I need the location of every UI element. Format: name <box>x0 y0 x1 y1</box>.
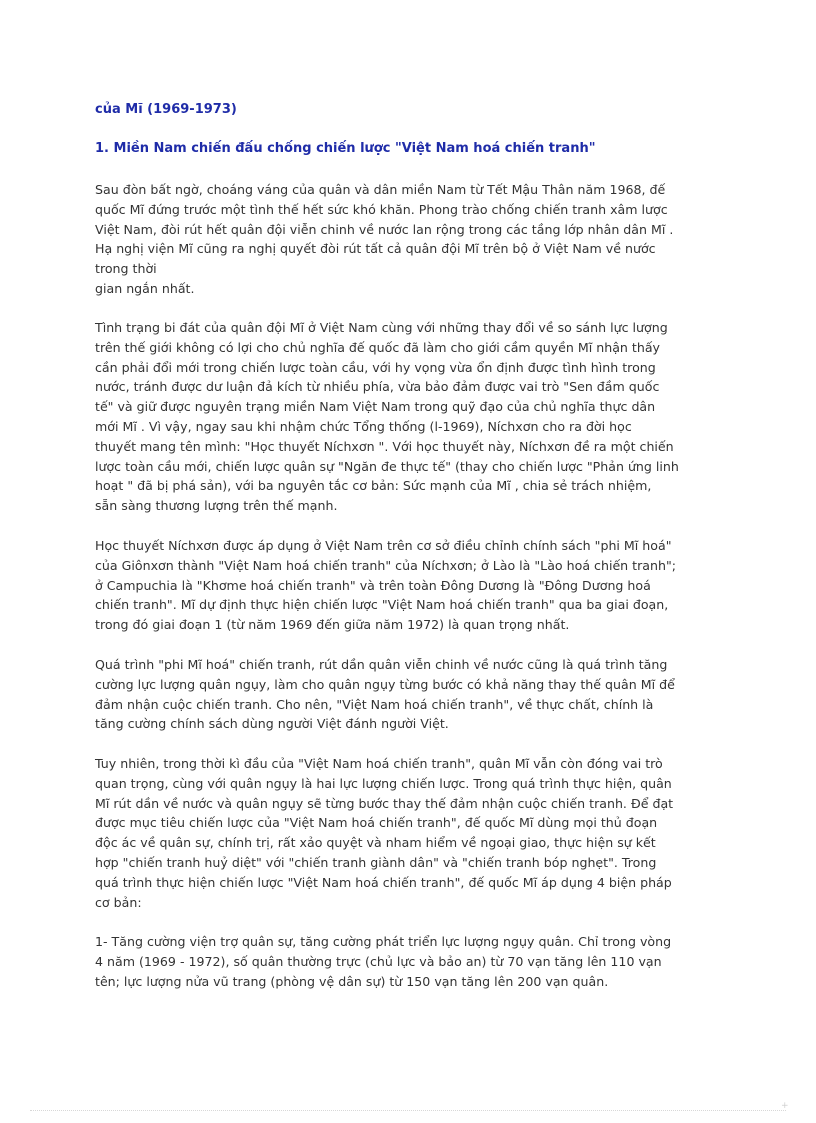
text-line: Tình trạng bi đát của quân đội Mĩ ở Việt Nam cùng với những thay đổi về so sánh lực lượng <box>95 320 668 335</box>
text-line: quá trình thực hiện chiến lược "Việt Nam hoá chiến tranh", đế quốc Mĩ áp dụng 4 biện pháp <box>95 874 672 890</box>
text-line: Tuy nhiên, trong thời kì đầu của "Việt Nam hoá chiến tranh", quân Mĩ vẫn còn đóng vai trò <box>95 756 663 771</box>
text-line: Mĩ rút dần về nước và quân ngụy sẽ từng bước thay thế đảm nhận cuộc chiến tranh. Để đạt <box>95 795 674 811</box>
text-line: tế" và giữ được nguyên trạng miền Nam Việt Nam trong quỹ đạo của chủ nghĩa thực dân <box>95 399 656 415</box>
text-line: tăng cường chính sách dùng người Việt đánh người Việt. <box>95 716 449 732</box>
text-line: ở Campuchia là "Khơme hoá chiến tranh" và trên toàn Đông Dương là "Đông Dương hoá <box>95 577 651 593</box>
text-line: Việt Nam, đòi rút hết quân đội viễn chinh về nước lan rộng trong các tầng lớp nhân dân Mĩ . <box>95 221 674 237</box>
text-line: hợp "chiến tranh huỷ diệt" với "chiến tranh giành dân" và "chiến tranh bóp nghẹt". Trong <box>95 854 657 870</box>
text-line: đảm nhận cuộc chiến tranh. Cho nên, "Việt Nam hoá chiến tranh", về thực chất, chính là <box>95 696 654 712</box>
text-line: được mục tiêu chiến lược của "Việt Nam hoá chiến tranh", đế quốc Mĩ dùng mọi thủ đoạn <box>95 815 658 831</box>
text-line: Sau đòn bất ngờ, choáng váng của quân và dân miền Nam từ Tết Mậu Thân năm 1968, đế <box>95 182 666 197</box>
paragraph-2 <box>95 318 725 516</box>
text-line: mới Mĩ . Vì vậy, ngay sau khi nhậm chức Tổng thống (l-1969), Níchxơn cho ra đời học <box>95 418 632 434</box>
text-line: trong đó giai đoạn 1 (từ năm 1969 đến giữa năm 1972) là quan trọng nhất. <box>95 617 570 633</box>
paragraph-1 <box>95 180 725 299</box>
text-line: lược toàn cầu mới, chiến lược quân sự "Ngăn đe thực tế" (thay cho chiến lược "Phản ứng linh <box>95 458 679 474</box>
text-line: nước, tránh được dư luận đả kích từ nhiều phía, vừa bảo đảm được vai trò "Sen đầm quốc <box>95 379 660 395</box>
text-line: độc ác về quân sự, chính trị, rất xảo quyệt và nham hiểm về ngoại giao, thực hiện sự kết <box>95 835 656 851</box>
paragraph-3 <box>95 536 725 635</box>
paragraph-6 <box>95 932 725 991</box>
text-line: sẵn sàng thương lượng trên thế mạnh. <box>95 498 338 514</box>
text-line: Học thuyết Níchxơn được áp dụng ở Việt Nam trên cơ sở điều chỉnh chính sách "phi Mĩ hoá" <box>95 538 672 553</box>
text-line: Hạ nghị viện Mĩ cũng ra nghị quyết đòi rút tất cả quân đội Mĩ trên bộ ở Việt Nam về nước <box>95 241 656 257</box>
text-line: quốc Mĩ đứng trước một tình thế hết sức khó khăn. Phong trào chống chiến tranh xâm lược <box>95 201 668 217</box>
footer-divider <box>30 1110 786 1111</box>
text-line: hoạt " đã bị phá sản), với ba nguyên tắc cơ bản: Sức mạnh của Mĩ , chia sẻ trách nhiệm, <box>95 478 652 494</box>
text-line: Quá trình "phi Mĩ hoá" chiến tranh, rút dần quân viễn chinh về nước cũng là quá trình tăng <box>95 657 668 672</box>
text-line: thuyết mang tên mình: "Học thuyết Níchxơn ". Với học thuyết này, Níchxơn đề ra một chiến <box>95 438 674 454</box>
page-corner-marker-icon: + <box>781 1101 789 1111</box>
text-line: trên thế giới không có lợi cho chủ nghĩa đế quốc đã làm cho giới cầm quyền Mĩ nhận thấy <box>95 339 660 355</box>
text-line: chiến tranh". Mĩ dự định thực hiện chiến lược "Việt Nam hoá chiến tranh" qua ba giai đoạn, <box>95 597 669 613</box>
text-line: của Giônxơn thành "Việt Nam hoá chiến tranh" của Níchxơn; ở Lào là "Lào hoá chiến tranh"; <box>95 557 677 573</box>
document-title: của Mĩ (1969-1973) <box>95 102 237 117</box>
text-line: tên; lực lượng nửa vũ trang (phòng vệ dân sự) từ 150 vạn tăng lên 200 vạn quân. <box>95 973 609 989</box>
text-line: 1- Tăng cường viện trợ quân sự, tăng cường phát triển lực lượng ngụy quân. Chỉ trong vòng <box>95 934 672 949</box>
text-line: cường lực lượng quân ngụy, làm cho quân ngụy từng bước có khả năng thay thế quân Mĩ để <box>95 676 675 692</box>
text-line: quan trọng, cùng với quân ngụy là hai lực lượng chiến lược. Trong quá trình thực hiện, quân <box>95 775 672 791</box>
text-line: gian ngắn nhất. <box>95 280 195 296</box>
paragraph-5 <box>95 754 725 912</box>
text-line: cơ bản: <box>95 894 142 910</box>
section-heading: 1. Miền Nam chiến đấu chống chiến lược "Việt Nam hoá chiến tranh" <box>95 141 596 156</box>
text-line: cần phải đổi mới trong chiến lược toàn cầu, với hy vọng vừa ổn định được tình hình trong <box>95 359 656 375</box>
text-line: 4 năm (1969 - 1972), số quân thường trực (chủ lực và bảo an) từ 70 vạn tăng lên 110 vạn <box>95 953 662 969</box>
paragraph-4 <box>95 655 725 734</box>
text-line: trong thời <box>95 261 157 277</box>
